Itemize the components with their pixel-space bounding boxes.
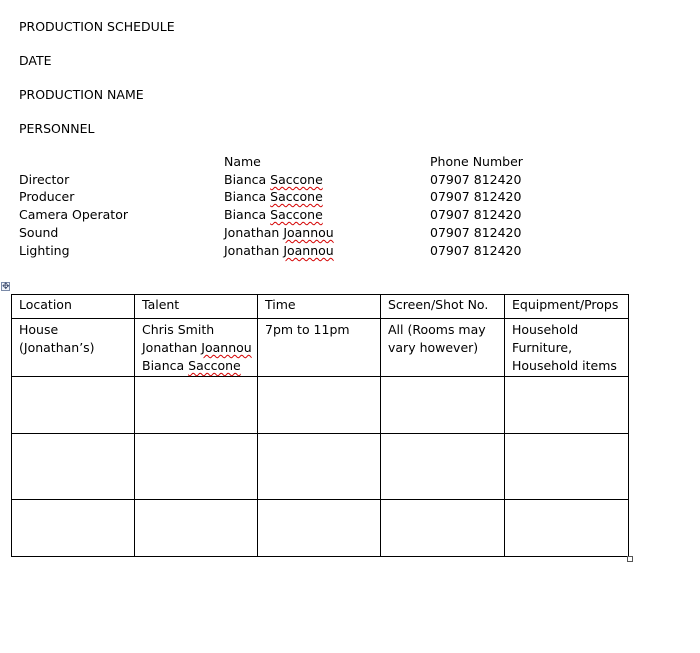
last-name: Saccone [188, 358, 241, 373]
personnel-name-header: Name [224, 154, 261, 169]
table-cell-empty[interactable] [505, 500, 629, 557]
schedule-table [11, 294, 629, 557]
header-shot: Screen/Shot No. [388, 297, 489, 312]
table-cell-time[interactable] [258, 319, 381, 377]
table-cell-empty[interactable] [258, 434, 381, 500]
cell-text [142, 339, 250, 357]
header-location: Location [19, 297, 72, 312]
document-title: PRODUCTION SCHEDULE [19, 19, 175, 34]
table-cell-empty[interactable] [381, 500, 505, 557]
last-name: Joannou [283, 243, 334, 258]
cell-text: vary however) [388, 340, 479, 355]
table-cell-empty[interactable] [135, 434, 258, 500]
cell-text: Furniture, [512, 340, 573, 355]
cell-text: Household items [512, 358, 617, 373]
table-cell-empty[interactable] [135, 377, 258, 434]
table-move-handle-icon[interactable]: ✥ [2, 282, 10, 292]
cell-text: House [19, 322, 59, 337]
first-name: Jonathan [224, 243, 280, 258]
date-label: DATE [19, 53, 52, 68]
table-header-cell[interactable] [135, 295, 258, 319]
table-cell-empty[interactable] [505, 377, 629, 434]
last-name: Saccone [270, 189, 323, 204]
personnel-name [224, 189, 323, 204]
table-row [12, 500, 629, 557]
personnel-role: Camera Operator [19, 207, 128, 222]
table-header-cell[interactable] [12, 295, 135, 319]
table-header-cell[interactable] [381, 295, 505, 319]
cell-text: 7pm to 11pm [265, 322, 350, 337]
personnel-phone: 07907 812420 [430, 189, 522, 204]
table-row [12, 377, 629, 434]
table-cell-shot[interactable] [381, 319, 505, 377]
first-name: Bianca [224, 172, 267, 187]
table-header-cell[interactable] [258, 295, 381, 319]
table-cell-empty[interactable] [12, 500, 135, 557]
cell-text: All (Rooms may [388, 322, 486, 337]
table-row [12, 319, 629, 377]
last-name: Saccone [270, 172, 323, 187]
first-name: Bianca [224, 207, 267, 222]
table-cell-talent[interactable] [135, 319, 258, 377]
first-name: Jonathan [224, 225, 280, 240]
header-time: Time [265, 297, 296, 312]
personnel-phone: 07907 812420 [430, 207, 522, 222]
table-cell-equipment[interactable] [505, 319, 629, 377]
personnel-role: Director [19, 172, 70, 187]
personnel-label: PERSONNEL [19, 121, 95, 136]
last-name: Joannou [283, 225, 334, 240]
table-row [12, 434, 629, 500]
personnel-phone: 07907 812420 [430, 172, 522, 187]
personnel-role: Lighting [19, 243, 70, 258]
last-name: Saccone [270, 207, 323, 222]
table-cell-location[interactable] [12, 319, 135, 377]
personnel-phone: 07907 812420 [430, 243, 522, 258]
cell-text: (Jonathan’s) [19, 340, 95, 355]
personnel-role: Sound [19, 225, 59, 240]
table-header-row [12, 295, 629, 319]
cell-text: Household [512, 322, 579, 337]
personnel-name [224, 207, 323, 222]
table-cell-empty[interactable] [258, 377, 381, 434]
table-cell-empty[interactable] [12, 434, 135, 500]
table-resize-handle-icon[interactable] [627, 556, 633, 562]
production-name-label: PRODUCTION NAME [19, 87, 144, 102]
first-name: Bianca [224, 189, 267, 204]
table-cell-empty[interactable] [381, 377, 505, 434]
table-cell-empty[interactable] [505, 434, 629, 500]
last-name: Joannou [201, 340, 252, 355]
header-talent: Talent [142, 297, 180, 312]
table-header-cell[interactable] [505, 295, 629, 319]
table-cell-empty[interactable] [381, 434, 505, 500]
personnel-name [224, 243, 334, 258]
personnel-role: Producer [19, 189, 75, 204]
personnel-name [224, 172, 323, 187]
table-cell-empty[interactable] [258, 500, 381, 557]
first-name: Jonathan [142, 340, 202, 355]
table-cell-empty[interactable] [12, 377, 135, 434]
cell-text: Chris Smith [142, 322, 215, 337]
table-cell-empty[interactable] [135, 500, 258, 557]
personnel-name [224, 225, 334, 240]
first-name: Bianca [142, 358, 189, 373]
personnel-phone: 07907 812420 [430, 225, 522, 240]
personnel-phone-header: Phone Number [430, 154, 523, 169]
cell-text [142, 357, 250, 375]
header-equipment: Equipment/Props [512, 297, 619, 312]
